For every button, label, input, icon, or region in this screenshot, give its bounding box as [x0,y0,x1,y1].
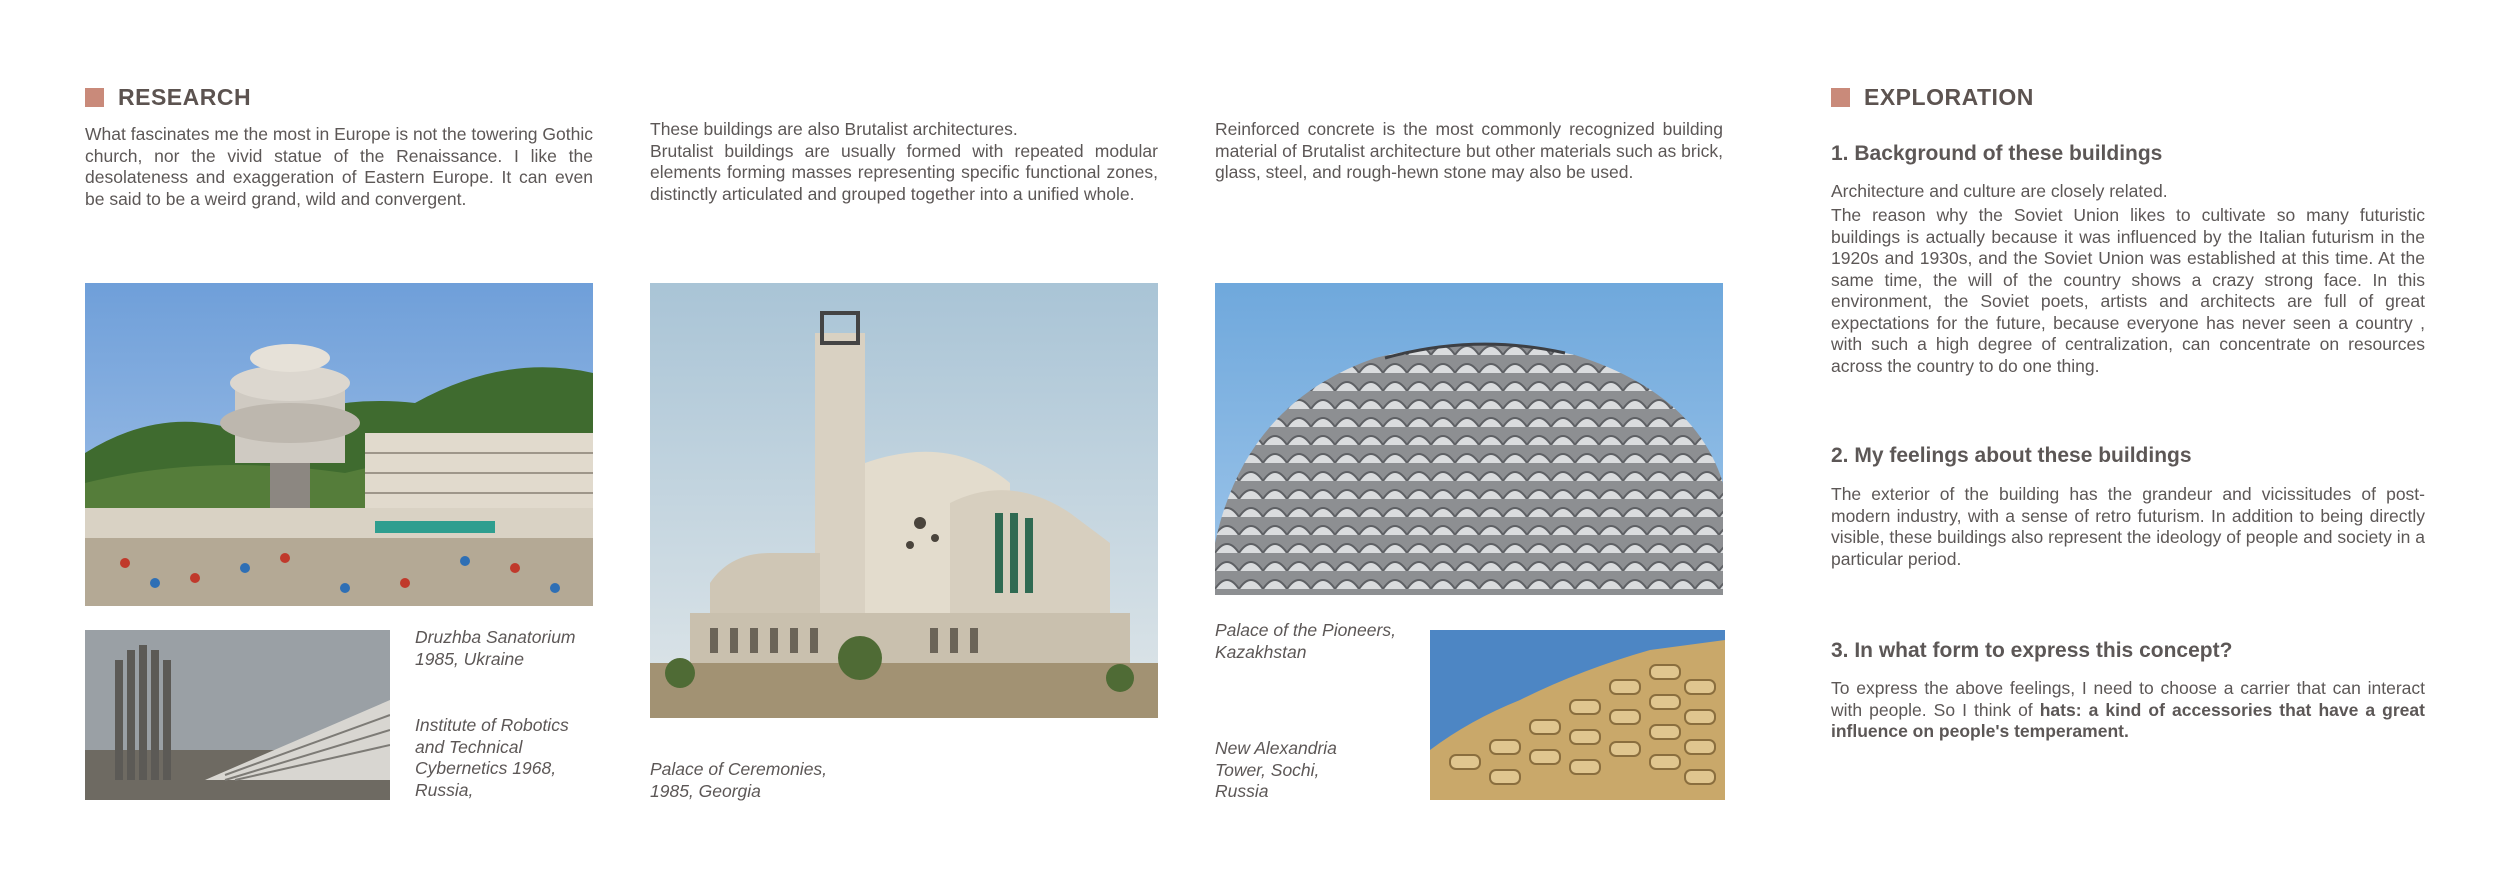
feelings-heading: 2. My feelings about these buildings [1831,444,2192,467]
palace-of-ceremonies-photo [650,283,1158,718]
new-alexandria-tower-photo [1430,630,1725,800]
palace-of-pioneers-photo [1215,283,1723,595]
section-marker [85,88,104,107]
robotics-caption: Institute of Robotics and Technical Cybernetics 1968, Russia, [415,715,569,800]
exploration-title: EXPLORATION [1864,84,2034,110]
section-marker [1831,88,1850,107]
form-body-highlight: hats: a kind of accessories that have a great influence on people's temperament. [1831,699,2425,741]
robotics-institute-photo [85,630,390,800]
form-body [1831,678,2425,743]
exploration-header [1831,84,2034,111]
pioneers-caption: Palace of the Pioneers, Kazakhstan [1215,620,1396,662]
research-header [85,84,251,111]
background-heading: 1. Background of these buildings [1831,142,2163,165]
background-body: The reason why the Soviet Union likes to cultivate so many futuristic buildings is actually because it was influenced by the Italian futurism in the 1920s and 1930s, and the Soviet Union was established at this time. At the same time, the will of the country shows a crazy strong face. In this environment, the Soviet poets, artists and architects are full of great expectations for the future, because everyone has never seen a country , with such a high degree of centralization, can concentrate on resources across the country to do one thing. [1831,205,2425,376]
druzhba-sanatorium-photo [85,283,593,606]
brutalist-description [650,119,1158,205]
brutalist-body: Brutalist buildings are usually formed with repeated modular elements forming masses representing specific functional zones, distinctly articulated and grouped together into a unified whole. [650,140,1158,204]
alexandria-caption: New Alexandria Tower, Sochi, Russia [1215,738,1337,801]
materials-description: Reinforced concrete is the most commonly recognized building material of Brutalist architecture but other materials such as brick, glass, steel, and rough-hewn stone may also be used. [1215,119,1723,182]
background-intro: Architecture and culture are closely related. [1831,181,2168,201]
form-body-text: To express the above feelings, I need to choose a carrier that can interact with people. So I think of [1831,678,2425,720]
form-heading: 3. In what form to express this concept? [1831,639,2233,662]
brutalist-line: These buildings are also Brutalist architectures. [650,119,1018,139]
druzhba-caption: Druzhba Sanatorium 1985, Ukraine [415,627,576,669]
ceremonies-caption: Palace of Ceremonies, 1985, Georgia [650,759,828,801]
research-intro-text: What fascinates me the most in Europe is not the towering Gothic church, nor the vivid statue of the Renaissance. I like the desolateness and exaggeration of Eastern Europe. It can even be said to be a weird grand, wild and convergent. [85,124,593,209]
research-title: RESEARCH [118,84,252,110]
feelings-body: The exterior of the building has the grandeur and vicissitudes of post-modern industry, with a sense of retro futurism. In addition to being directly visible, these buildings also represent the ideology of people and society in a particular period. [1831,484,2425,569]
